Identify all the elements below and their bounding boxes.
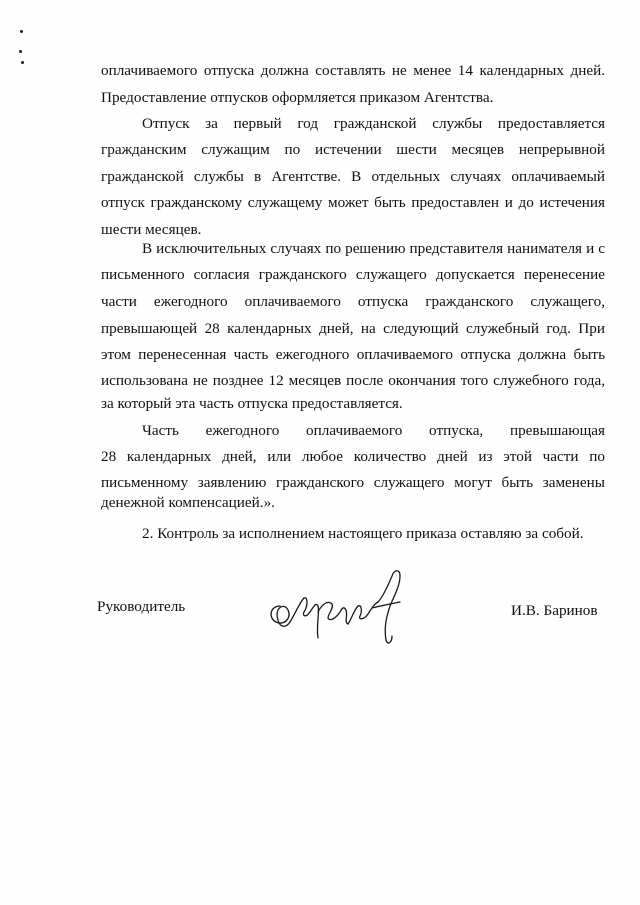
paragraph-3-line-3: части ежегодного оплачиваемого отпуска гражданского служащего,	[101, 293, 605, 310]
scan-artifact-dot	[20, 30, 23, 33]
paragraph-2-line-3: гражданской службы в Агентстве. В отдельных случаях оплачиваемый	[101, 168, 605, 185]
signatory-title: Руководитель	[97, 598, 186, 615]
paragraph-3-line-7: за который эта часть отпуска предоставляется.	[101, 395, 403, 412]
paragraph-1-line-1: оплачиваемого отпуска должна составлять не менее 14 календарных дней.	[101, 62, 605, 79]
paragraph-1-line-2: Предоставление отпусков оформляется приказом Агентства.	[101, 89, 494, 106]
scan-artifact-dot	[19, 50, 22, 53]
paragraph-3-line-5: этом перенесенная часть ежегодного оплачиваемого отпуска должна быть	[101, 346, 605, 363]
paragraph-3-line-4: превышающей 28 календарных дней, на следующий служебный год. При	[101, 320, 605, 337]
handwritten-signature	[262, 562, 422, 652]
paragraph-2-line-5: шести месяцев.	[101, 221, 202, 238]
paragraph-4-line-1: Часть ежегодного оплачиваемого отпуска, превышающая	[142, 422, 605, 439]
paragraph-3-line-2: письменного согласия гражданского служащего допускается перенесение	[101, 266, 605, 283]
paragraph-4-line-3: письменному заявлению гражданского служащего могут быть заменены	[101, 474, 605, 491]
scan-artifact-dot	[21, 61, 24, 64]
paragraph-2-line-1: Отпуск за первый год гражданской службы предоставляется	[142, 115, 605, 132]
paragraph-4-line-2: 28 календарных дней, или любое количество дней из этой части по	[101, 448, 605, 465]
paragraph-2-line-2: гражданским служащим по истечении шести месяцев непрерывной	[101, 141, 605, 158]
paragraph-5-line-1: 2. Контроль за исполнением настоящего приказа оставляю за собой.	[142, 525, 584, 542]
paragraph-2-line-4: отпуск гражданскому служащему может быть предоставлен и до истечения	[101, 194, 605, 211]
paragraph-3-line-1: В исключительных случаях по решению представителя нанимателя и с	[142, 240, 605, 257]
paragraph-4-line-4: денежной компенсацией.».	[101, 494, 275, 511]
signatory-name: И.В. Баринов	[511, 602, 598, 619]
paragraph-3-line-6: использована не позднее 12 месяцев после окончания того служебного года,	[101, 372, 605, 389]
